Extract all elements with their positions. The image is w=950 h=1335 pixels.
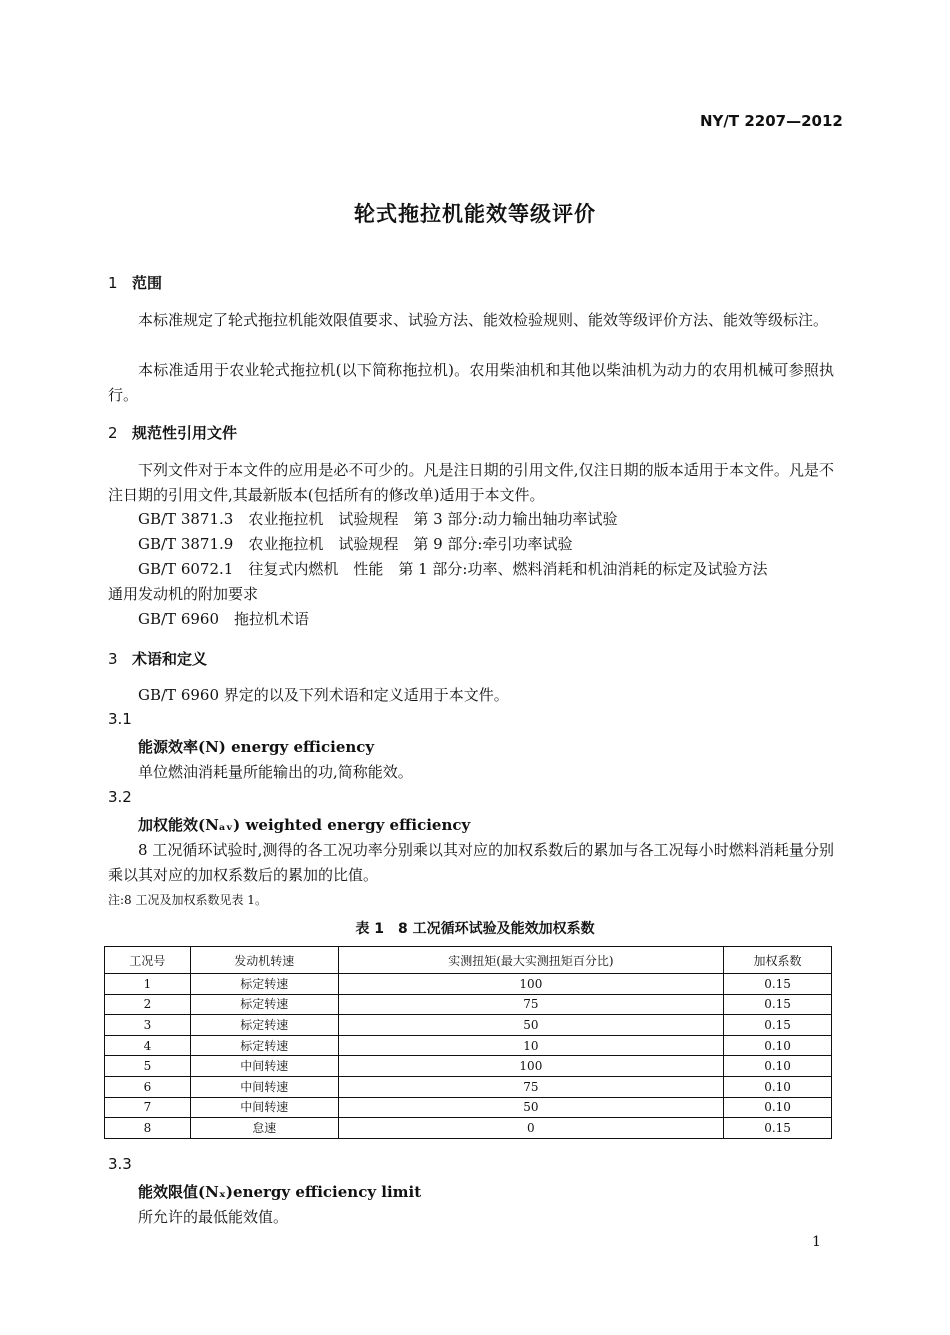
note: 注:8 工况及加权系数见表 1。 bbox=[108, 893, 267, 907]
weighting-table bbox=[104, 946, 832, 1139]
table-row bbox=[105, 1035, 832, 1056]
section-title: 范围 bbox=[132, 274, 163, 292]
table-cell: 8 bbox=[105, 1118, 191, 1139]
table-cell: 怠速 bbox=[190, 1118, 338, 1139]
table-row bbox=[105, 1056, 832, 1077]
table-cell: 0.10 bbox=[724, 1076, 832, 1097]
reference-item: GB/T 3871.9 农业拖拉机 试验规程 第 9 部分:牵引功率试验 bbox=[138, 535, 573, 553]
term-definition: 所允许的最低能效值。 bbox=[138, 1208, 289, 1226]
table-row bbox=[105, 1076, 832, 1097]
term-definition: 单位燃油消耗量所能输出的功,简称能效。 bbox=[138, 763, 413, 781]
section-1-paragraph-2: 本标准适用于农业轮式拖拉机(以下简称拖拉机)。农用柴油机和其他以柴油机为动力的农用机械可参照执行。 bbox=[108, 361, 834, 404]
table-cell: 0.15 bbox=[724, 1118, 832, 1139]
table-cell: 4 bbox=[105, 1035, 191, 1056]
table-cell: 标定转速 bbox=[190, 1035, 338, 1056]
section-title: 术语和定义 bbox=[132, 650, 208, 668]
table-row bbox=[105, 1015, 832, 1036]
table-cell: 中间转速 bbox=[190, 1097, 338, 1118]
table-row bbox=[105, 994, 832, 1015]
table-cell: 10 bbox=[338, 1035, 723, 1056]
table-cell: 2 bbox=[105, 994, 191, 1015]
table-cell: 75 bbox=[338, 994, 723, 1015]
column-header: 工况号 bbox=[105, 947, 191, 974]
term-heading: 加权能效(Nₐᵥ) weighted energy efficiency bbox=[138, 816, 471, 834]
table-cell: 100 bbox=[338, 974, 723, 995]
table-title: 表 1 8 工况循环试验及能效加权系数 bbox=[355, 921, 595, 937]
table-cell: 0.10 bbox=[724, 1097, 832, 1118]
table-cell: 7 bbox=[105, 1097, 191, 1118]
term-heading: 能源效率(N) energy efficiency bbox=[138, 738, 375, 756]
page-number: 1 bbox=[812, 1234, 821, 1250]
clause-number: 3.3 bbox=[108, 1155, 132, 1173]
reference-item: GB/T 3871.3 农业拖拉机 试验规程 第 3 部分:动力输出轴功率试验 bbox=[138, 510, 618, 528]
table-cell: 6 bbox=[105, 1076, 191, 1097]
term-definition: 8 工况循环试验时,测得的各工况功率分别乘以其对应的加权系数后的累加与各工况每小时燃料消耗量分别乘以其对应的加权系数后的累加的比值。 bbox=[108, 841, 834, 884]
section-number: 3 bbox=[108, 650, 118, 668]
column-header: 加权系数 bbox=[724, 947, 832, 974]
standard-code: NY/T 2207—2012 bbox=[700, 112, 843, 130]
clause-number: 3.1 bbox=[108, 710, 132, 728]
table-cell: 0.15 bbox=[724, 1015, 832, 1036]
table-cell: 标定转速 bbox=[190, 994, 338, 1015]
table-cell: 0.10 bbox=[724, 1056, 832, 1077]
table-cell: 50 bbox=[338, 1097, 723, 1118]
clause-number: 3.2 bbox=[108, 788, 132, 806]
section-1-paragraph-1: 本标准规定了轮式拖拉机能效限值要求、试验方法、能效检验规则、能效等级评价方法、能效等级标注。 bbox=[138, 311, 829, 329]
table-cell: 100 bbox=[338, 1056, 723, 1077]
table-row bbox=[105, 974, 832, 995]
table-cell: 0.15 bbox=[724, 974, 832, 995]
column-header: 发动机转速 bbox=[190, 947, 338, 974]
section-3-heading bbox=[108, 648, 207, 669]
reference-item: GB/T 6072.1 往复式内燃机 性能 第 1 部分:功率、燃料消耗和机油消耗的标定及试验方法 bbox=[138, 560, 768, 578]
table-cell: 3 bbox=[105, 1015, 191, 1036]
table-row bbox=[105, 1097, 832, 1118]
table-cell: 0.10 bbox=[724, 1035, 832, 1056]
section-number: 2 bbox=[108, 424, 118, 442]
section-2-paragraph-1: 下列文件对于本文件的应用是必不可少的。凡是注日期的引用文件,仅注日期的版本适用于本文件。凡是不注日期的引用文件,其最新版本(包括所有的修改单)适用于本文件。 bbox=[108, 461, 834, 504]
section-title: 规范性引用文件 bbox=[132, 424, 238, 442]
section-3-paragraph-1: GB/T 6960 界定的以及下列术语和定义适用于本文件。 bbox=[138, 686, 509, 704]
section-number: 1 bbox=[108, 274, 118, 292]
table-row bbox=[105, 1118, 832, 1139]
reference-item: GB/T 6960 拖拉机术语 bbox=[138, 610, 310, 628]
table-cell: 标定转速 bbox=[190, 974, 338, 995]
table-cell: 0.15 bbox=[724, 994, 832, 1015]
table-cell: 50 bbox=[338, 1015, 723, 1036]
table-cell: 中间转速 bbox=[190, 1056, 338, 1077]
table-cell: 0 bbox=[338, 1118, 723, 1139]
column-header: 实测扭矩(最大实测扭矩百分比) bbox=[338, 947, 723, 974]
document-title: 轮式拖拉机能效等级评价 bbox=[354, 202, 596, 226]
section-2-heading bbox=[108, 422, 237, 443]
table-cell: 75 bbox=[338, 1076, 723, 1097]
section-1-heading bbox=[108, 272, 162, 293]
term-heading: 能效限值(Nₓ)energy efficiency limit bbox=[138, 1183, 422, 1201]
table-cell: 中间转速 bbox=[190, 1076, 338, 1097]
table-cell: 5 bbox=[105, 1056, 191, 1077]
table-header-row bbox=[105, 947, 832, 974]
table-cell: 1 bbox=[105, 974, 191, 995]
table-cell: 标定转速 bbox=[190, 1015, 338, 1036]
reference-item-continuation: 通用发动机的附加要求 bbox=[108, 585, 259, 603]
